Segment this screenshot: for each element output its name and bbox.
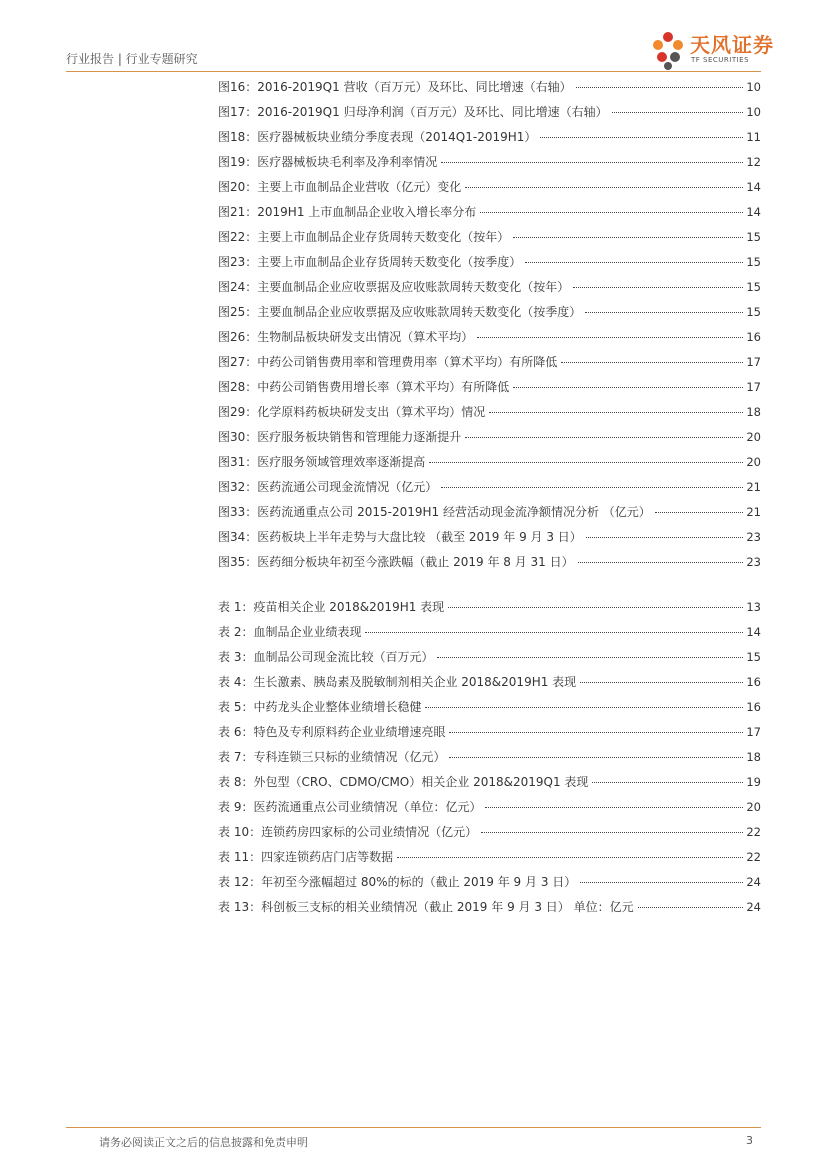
table-toc-entry[interactable] (218, 698, 761, 723)
dot-leader (580, 682, 743, 683)
figure-toc-entry[interactable] (218, 228, 761, 253)
toc-entry-page: 10 (746, 80, 761, 94)
table-toc-entry[interactable] (218, 673, 761, 698)
dot-leader (561, 362, 743, 363)
figure-toc-entry[interactable] (218, 328, 761, 353)
toc-entry-label: 图16：2016-2019Q1 营收（百万元）及环比、同比增速（右轴） (218, 80, 572, 94)
toc-entry-label: 图20：主要上市血制品企业营收（亿元）变化 (218, 180, 462, 194)
dot-leader (480, 212, 743, 213)
toc-entry-page: 16 (746, 700, 761, 714)
toc-entry-label: 图18：医疗器械板块业绩分季度表现（2014Q1-2019H1） (218, 130, 537, 144)
header-divider (66, 71, 761, 72)
dot-leader (397, 857, 743, 858)
dot-leader (489, 412, 743, 413)
figure-toc-entry[interactable] (218, 153, 761, 178)
table-list (218, 598, 761, 923)
dot-leader (578, 562, 744, 563)
header-title: 行业报告 | 行业专题研究 (66, 52, 198, 66)
dot-leader (586, 537, 744, 538)
figure-toc-entry[interactable] (218, 253, 761, 278)
logo-name: 天风证券 (690, 33, 774, 57)
dot-leader (365, 632, 743, 633)
toc-entry-label: 表 13：科创板三支标的相关业绩情况（截止 2019 年 9 月 3 日） 单位：亿元 (218, 900, 634, 914)
toc-entry-page: 23 (746, 555, 761, 569)
dot-leader (465, 187, 743, 188)
toc-entry-label: 表 11：四家连锁药店门店等数据 (218, 850, 394, 864)
dot-leader (465, 437, 743, 438)
dot-leader (437, 657, 743, 658)
toc-entry-page: 22 (746, 850, 761, 864)
table-toc-entry[interactable] (218, 848, 761, 873)
table-toc-entry[interactable] (218, 773, 761, 798)
toc-entry-label: 表 12：年初至今涨幅超过 80%的标的（截止 2019 年 9 月 3 日） (218, 875, 577, 889)
toc-entry-label: 表 10：连锁药房四家标的公司业绩情况（亿元） (218, 825, 478, 839)
toc-entry-page: 12 (746, 155, 761, 169)
toc-entry-page: 23 (746, 530, 761, 544)
toc-entry-label: 图25：主要血制品企业应收票据及应收账款周转天数变化（按季度） (218, 305, 582, 319)
toc-entry-page: 15 (746, 255, 761, 269)
table-toc-entry[interactable] (218, 648, 761, 673)
figure-list (218, 78, 761, 578)
toc-entry-page: 17 (746, 725, 761, 739)
toc-entry-label: 表 6：特色及专利原料药企业业绩增速亮眼 (218, 725, 446, 739)
figure-toc-entry[interactable] (218, 403, 761, 428)
toc-entry-page: 16 (746, 330, 761, 344)
dot-leader (513, 387, 743, 388)
toc-entry-label: 表 9：医药流通重点公司业绩情况（单位：亿元） (218, 800, 482, 814)
figure-toc-entry[interactable] (218, 178, 761, 203)
toc-entry-page: 21 (746, 505, 761, 519)
dot-leader (449, 757, 743, 758)
dot-leader (477, 337, 743, 338)
dot-leader (592, 782, 743, 783)
toc-entry-page: 15 (746, 230, 761, 244)
toc-entry-label: 图27：中药公司销售费用率和管理费用率（算术平均）有所降低 (218, 355, 558, 369)
toc-entry-page: 24 (746, 900, 761, 914)
figure-toc-entry[interactable] (218, 278, 761, 303)
toc-entry-page: 15 (746, 650, 761, 664)
toc-entry-label: 表 4：生长激素、胰岛素及脱敏制剂相关企业 2018&2019H1 表现 (218, 675, 577, 689)
dot-leader (580, 882, 743, 883)
toc-entry-label: 图30：医疗服务板块销售和管理能力逐渐提升 (218, 430, 462, 444)
toc-entry-page: 11 (746, 130, 761, 144)
figure-toc-entry[interactable] (218, 303, 761, 328)
figure-toc-entry[interactable] (218, 503, 761, 528)
dot-leader (573, 287, 743, 288)
dot-leader (449, 732, 743, 733)
figure-toc-entry[interactable] (218, 78, 761, 103)
toc-entry-page: 22 (746, 825, 761, 839)
toc-entry-label: 表 3：血制品公司现金流比较（百万元） (218, 650, 434, 664)
toc-entry-page: 14 (746, 625, 761, 639)
dot-leader (441, 162, 743, 163)
toc-entry-page: 14 (746, 205, 761, 219)
figure-toc-entry[interactable] (218, 428, 761, 453)
toc-entry-page: 18 (746, 750, 761, 764)
figure-toc-entry[interactable] (218, 203, 761, 228)
figure-toc-entry[interactable] (218, 528, 761, 553)
page-number: 3 (746, 1134, 753, 1147)
figure-toc-entry[interactable] (218, 353, 761, 378)
dot-leader (429, 462, 743, 463)
toc-entry-label: 图32：医药流通公司现金流情况（亿元） (218, 480, 438, 494)
dot-leader (576, 87, 744, 88)
toc-entry-page: 20 (746, 455, 761, 469)
dot-leader (655, 512, 744, 513)
toc-entry-label: 图33：医药流通重点公司 2015-2019H1 经营活动现金流净额情况分析 （亿元） (218, 505, 651, 519)
dot-leader (448, 607, 743, 608)
toc-entry-page: 24 (746, 875, 761, 889)
dot-leader (612, 112, 744, 113)
dot-leader (540, 137, 743, 138)
table-toc-entry[interactable] (218, 723, 761, 748)
figure-toc-entry[interactable] (218, 478, 761, 503)
dot-leader (481, 832, 743, 833)
table-toc-entry[interactable] (218, 748, 761, 773)
tf-securities-logo (648, 28, 774, 72)
dot-leader (638, 907, 744, 908)
toc-entry-page: 14 (746, 180, 761, 194)
dot-leader (441, 487, 743, 488)
figure-toc-entry[interactable] (218, 553, 761, 578)
figure-toc-entry[interactable] (218, 128, 761, 153)
dot-leader (585, 312, 743, 313)
footer-disclaimer: 请务必阅读正文之后的信息披露和免责申明 (99, 1136, 308, 1149)
table-toc-entry[interactable] (218, 873, 761, 898)
toc-entry-label: 表 2：血制品企业业绩表现 (218, 625, 362, 639)
toc-entry-page: 10 (746, 105, 761, 119)
table-toc-entry[interactable] (218, 623, 761, 648)
toc-entry-label: 图17：2016-2019Q1 归母净利润（百万元）及环比、同比增速（右轴） (218, 105, 608, 119)
toc-entry-page: 16 (746, 675, 761, 689)
toc-entry-page: 19 (746, 775, 761, 789)
toc-entry-page: 13 (746, 600, 761, 614)
logo-subtitle: TF SECURITIES (691, 56, 750, 64)
figure-toc-entry[interactable] (218, 453, 761, 478)
toc-entry-page: 18 (746, 405, 761, 419)
dot-leader (513, 237, 743, 238)
toc-entry-page: 15 (746, 280, 761, 294)
toc-entry-page: 17 (746, 355, 761, 369)
dot-leader (525, 262, 743, 263)
toc-entry-page: 15 (746, 305, 761, 319)
toc-entry-label: 图21：2019H1 上市血制品企业收入增长率分布 (218, 205, 477, 219)
toc-entry-label: 图22：主要上市血制品企业存货周转天数变化（按年） (218, 230, 510, 244)
toc-entry-page: 20 (746, 800, 761, 814)
footer-divider (66, 1127, 761, 1128)
figure-toc-entry[interactable] (218, 378, 761, 403)
toc-entry-label: 图24：主要血制品企业应收票据及应收账款周转天数变化（按年） (218, 280, 570, 294)
figure-toc-entry[interactable] (218, 103, 761, 128)
toc-entry-label: 图29：化学原料药板块研发支出（算术平均）情况 (218, 405, 486, 419)
toc-entry-page: 17 (746, 380, 761, 394)
table-toc-entry[interactable] (218, 798, 761, 823)
table-toc-entry[interactable] (218, 823, 761, 848)
toc-entry-label: 图19：医疗器械板块毛利率及净利率情况 (218, 155, 438, 169)
toc-entry-page: 20 (746, 430, 761, 444)
toc-entry-label: 表 8：外包型（CRO、CDMO/CMO）相关企业 2018&2019Q1 表现 (218, 775, 589, 789)
dot-leader (485, 807, 743, 808)
toc-entry-label: 图31：医疗服务领域管理效率逐渐提高 (218, 455, 426, 469)
toc-entry-label: 图28：中药公司销售费用增长率（算术平均）有所降低 (218, 380, 510, 394)
table-toc-entry[interactable] (218, 598, 761, 623)
toc-entry-label: 图34：医药板块上半年走势与大盘比较 （截至 2019 年 9 月 3 日） (218, 530, 582, 544)
logo-flower-icon (648, 28, 688, 72)
toc-entry-page: 21 (746, 480, 761, 494)
toc-entry-label: 表 5：中药龙头企业整体业绩增长稳健 (218, 700, 422, 714)
toc-entry-label: 图23：主要上市血制品企业存货周转天数变化（按季度） (218, 255, 522, 269)
dot-leader (425, 707, 743, 708)
table-toc-entry[interactable] (218, 898, 761, 923)
toc-entry-label: 表 1：疫苗相关企业 2018&2019H1 表现 (218, 600, 445, 614)
toc-entry-label: 图35：医药细分板块年初至今涨跌幅（截止 2019 年 8 月 31 日） (218, 555, 574, 569)
toc-entry-label: 图26：生物制品板块研发支出情况（算术平均） (218, 330, 474, 344)
toc-entry-label: 表 7：专科连锁三只标的业绩情况（亿元） (218, 750, 446, 764)
